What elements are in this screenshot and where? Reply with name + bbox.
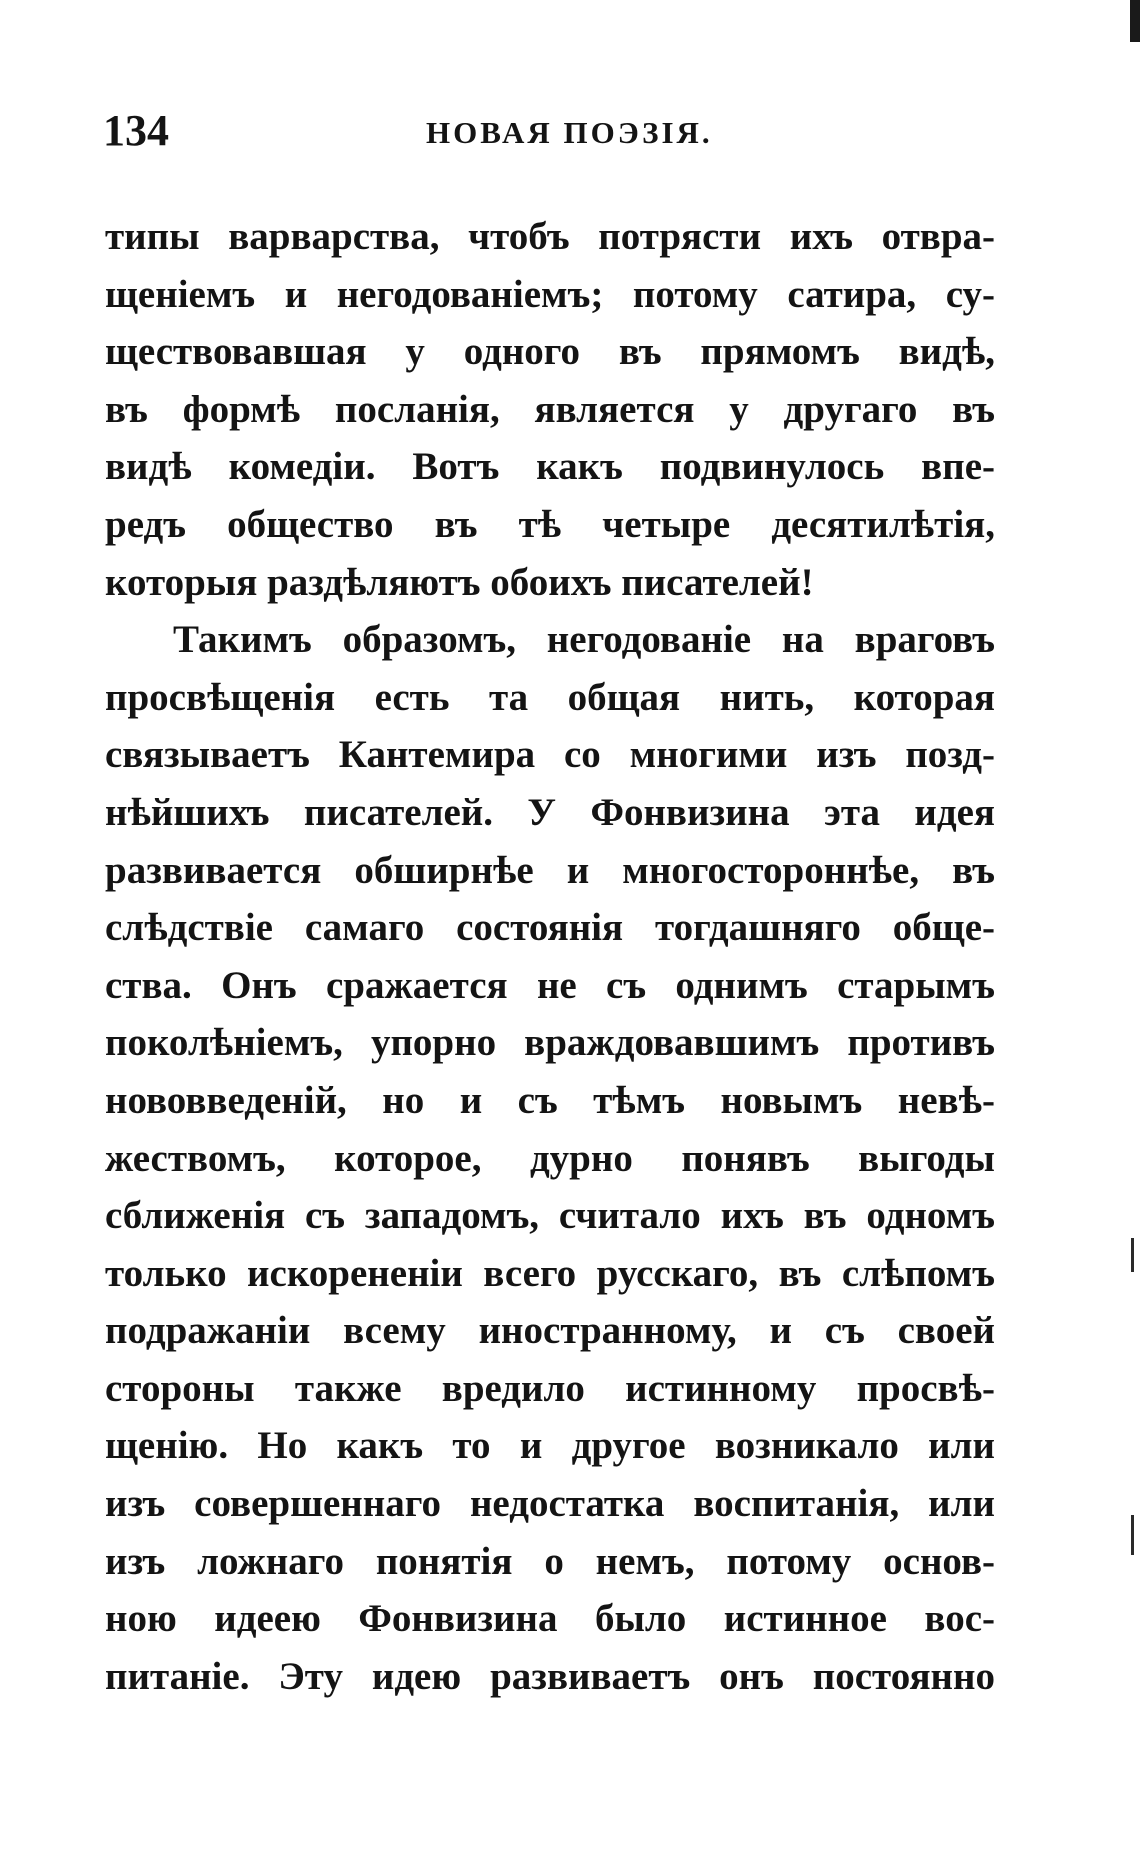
page-edge-tick [1131,1515,1134,1555]
text-line: ществовавшая у одного въ прямомъ видѣ, [105,330,995,374]
text-line: видѣ комедіи. Вотъ какъ подвинулось впе- [105,445,995,489]
text-line: въ формѣ посланія, является у другаго въ [105,387,995,431]
text-line: слѣдствіе самаго состоянія тогдашняго обще- [105,906,995,950]
text-line: типы варварства, чтобъ потрясти ихъ отвра- [105,215,995,258]
page-edge-mark [1130,0,1140,42]
page-edge-tick [1131,1238,1134,1272]
text-line: жествомъ, которое, дурно понявъ выгоды [105,1136,995,1180]
text-line: Такимъ образомъ, негодованіе на враговъ [173,618,995,662]
text-line: изъ совершеннаго недостатка воспитанія, или [105,1482,995,1526]
running-title: НОВАЯ ПОЭЗІЯ. [426,115,713,150]
text-line: щенію. Но какъ то и другое возникало или [105,1424,995,1468]
text-line: развивается обширнѣе и многостороннѣе, въ [105,848,995,892]
text-line: просвѣщенія есть та общая нить, которая [105,675,995,719]
page-header [103,105,1003,165]
page-number: 134 [103,106,169,155]
paragraph-1 [105,208,995,611]
paragraph-2 [105,611,995,1705]
text-line: питаніе. Эту идею развиваетъ онъ постоянно [105,1654,995,1698]
text-line: подражаніи всему иностранному, и съ своей [105,1309,995,1353]
body-text [105,208,995,1705]
text-line: только искорененіи всего русскаго, въ слѣпомъ [105,1251,995,1295]
text-line: редъ общество въ тѣ четыре десятилѣтія, [105,502,995,546]
text-line: связываетъ Кантемира со многими изъ позд- [105,733,995,777]
text-line: изъ ложнаго понятія о немъ, потому основ- [105,1539,995,1583]
text-line: щеніемъ и негодованіемъ; потому сатира, су- [105,272,995,316]
text-line: нововведеній, но и съ тѣмъ новымъ невѣ- [105,1078,995,1122]
text-line: стороны также вредило истинному просвѣ- [105,1366,995,1410]
text-line: ною идеею Фонвизина было истинное вос- [105,1597,995,1641]
text-line: нѣйшихъ писателей. У Фонвизина эта идея [105,790,995,834]
text-line: ства. Онъ сражается не съ однимъ старымъ [105,963,995,1007]
text-line: которыя раздѣляютъ обоихъ писателей! [105,560,814,604]
text-line: сближенія съ западомъ, считало ихъ въ одномъ [105,1194,995,1238]
text-line: поколѣніемъ, упорно враждовавшимъ противъ [105,1021,995,1065]
